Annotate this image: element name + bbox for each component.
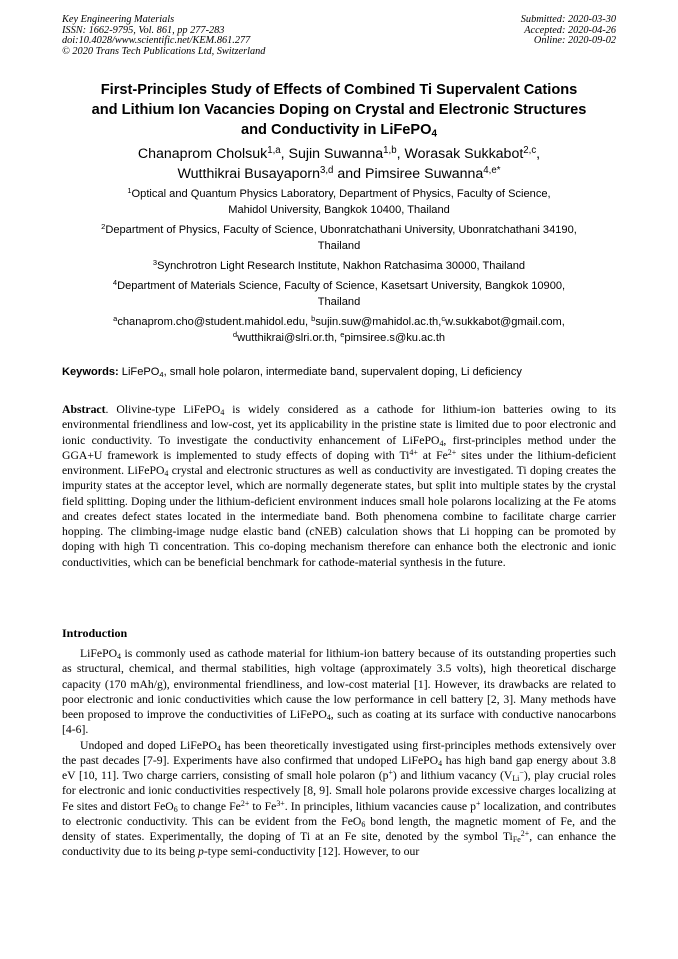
section-heading-introduction: Introduction	[62, 626, 128, 640]
abstract-label: Abstract	[62, 403, 106, 416]
authors-line-1: Chanaprom Cholsuk$^{1,a}$, Sujin Suwanna$^{1,b}$, Worasak Sukkabot$^{2,c}$,	[137, 145, 541, 162]
journal-name: Key Engineering Materials	[62, 14, 175, 25]
paper-title	[62, 80, 616, 140]
issn-line: ISSN: 1662-9795, Vol. 861, pp 277-283	[62, 24, 225, 36]
title-line-3: and Conductivity in LiFePO$_4$	[240, 122, 438, 140]
author-name: Worasak Sukkabot	[404, 146, 524, 162]
intro-paragraph-1: LiFePO$_4$ is commonly used as cathode material for lithium-ion battery because of its outstanding properties such as structural, chemical, and thermal stabilities, high voltage (approximately 3.5 volts), high theoretical discharge capacity (170 mAh/g), environmental friendliness, and low-cost material [1]. However, its drawbacks are related to poor electronic and ionic conductivities which cause the low performance in cell battery [2, 3]. Many methods have been proposed to improve the conductivities of LiFePO$_4$, such as coating at its surface with conductive nanocarbons [4-6].	[62, 647, 616, 737]
affiliation-1: $^1$Optical and Quantum Physics Laboratory, Department of Physics, Faculty of Science, Mahidol University, Bangkok 10400, Thailand	[127, 186, 551, 216]
author-list	[62, 144, 616, 184]
intro-paragraph-2: Undoped and doped LiFePO$_4$ has been theoretically investigated using first-principles methods extensively over the past decades [7-9]. Experiments have also confirmed that undoped LiFePO$_4$ has high band gap energy about 3.8 eV [10, 11]. Two charge carriers, consisting of small hole polaron (p+) and lithium vacancy $(V_{Li}^-)$, play crucial roles for electronic and ionic conductivities respectively [8, 9]. Small hole polarons provide excessive charges localizing at Fe sites and distort FeO$_6$ to change $Fe^{2+}$ to $Fe^{3+}$. In principles, lithium vacancies cause p+ localization, and contributes to electronic conductivity. This can be evident from the FeO$_6$ bond length, the magnetic moment of Fe, and the density of states. Experimentally, the doping of Ti at an Fe site, denoted by the symbol $Ti_{Fe}^{2+}$, can enhance the conductivity due to its being p-type semi-conductivity [12]. However, to our	[62, 738, 617, 859]
email-a: chanaprom.cho@student.mahidol.edu,	[117, 316, 312, 328]
title-line-1: First-Principles Study of Effects of Combined Ti Supervalent Cations	[100, 82, 578, 98]
abstract: Abstract. Olivine-type LiFePO$_4$ is widely considered as a cathode for lithium-ion batteries owing to its environmental friendliness and low-cost, yet its applicability in the pristine state is limited due to poor electronic and ionic conductivity. To investigate the conductivity enhancement of LiFePO$_4$, first-principles method under the GGA+U framework is implemented to study effects of doping with $Ti^{4+}$ at $Fe^{2+}$ sites under the lithium-deficient environment. LiFePO$_4$ crystal and electronic structures as well as conductivity are investigated. Ti doping creates the impurity states at the acceptor level, which are normally degenerate states, but split into multiple states by the crystal field splitting. Doping under the lithium-deficient environment induces small hole polarons localizing at the Fe atoms and creates defect states located in the intermediate band. Both phenomena combine to facilitate charge carrier hopping. The climbing-image nudge elastic band (cNEB) calculation shows that Li hopping can be promoted by doping with high Ti concentration. This co-doping mechanism therefore can enhance both the electronic and ionic conductivities, which can be beneficial benchmark for cathode-material synthesis in the future.	[62, 403, 617, 569]
email-e: pimsiree.s@ku.ac.th	[344, 332, 446, 344]
introduction-body	[62, 646, 616, 860]
affiliation-2: $^2$Department of Physics, Faculty of Science, Ubonratchathani University, Ubonratchathani 34190, Thailand	[101, 222, 577, 252]
doi-line: doi:10.4028/www.scientific.net/KEM.861.277	[62, 35, 251, 47]
accepted-date: Accepted: 2020-04-26	[524, 24, 616, 36]
email-list: $^a$chanaprom.cho@student.mahidol.edu, $^b$sujin.suw@mahidol.ac.th,$^c$w.sukkabot@gmail.com, $^d$wutthikrai@slri.or.th, $^e$pimsiree.s@ku.ac.th	[113, 314, 565, 344]
author-name: Pimsiree Suwanna	[365, 166, 484, 182]
affiliation-3: $^3$Synchrotron Light Research Institute, Nakhon Ratchasima 30000, Thailand	[152, 258, 526, 272]
author-name: Wutthikrai Busayaporn	[177, 166, 321, 182]
keywords-label: Keywords:	[62, 366, 119, 378]
copyright-line: © 2020 Trans Tech Publications Ltd, Switzerland	[62, 45, 266, 57]
journal-header-right	[521, 15, 616, 47]
author-name: Sujin Suwanna	[288, 146, 384, 162]
journal-header-left	[62, 15, 265, 57]
keywords: Keywords: LiFePO$_4$, small hole polaron, intermediate band, supervalent doping, Li deficiency	[62, 366, 522, 379]
title-line-2: and Lithium Ion Vacancies Doping on Crystal and Electronic Structures	[91, 102, 587, 118]
email-d: wutthikrai@slri.or.th,	[237, 332, 341, 344]
online-date: Online: 2020-09-02	[533, 35, 616, 47]
submitted-date: Submitted: 2020-03-30	[520, 14, 616, 25]
authors-line-2: Wutthikrai Busayaporn$^{3,d}$ and Pimsiree Suwanna$^{4,e*}$	[177, 165, 501, 182]
email-c: w.sukkabot@gmail.com,	[445, 316, 565, 328]
email-b: sujin.suw@mahidol.ac.th,	[315, 316, 442, 328]
affiliation-4: $^4$Department of Materials Science, Faculty of Science, Kasetsart University, Bangkok 10900, Thailand	[112, 278, 566, 308]
author-name: Chanaprom Cholsuk	[137, 146, 268, 162]
